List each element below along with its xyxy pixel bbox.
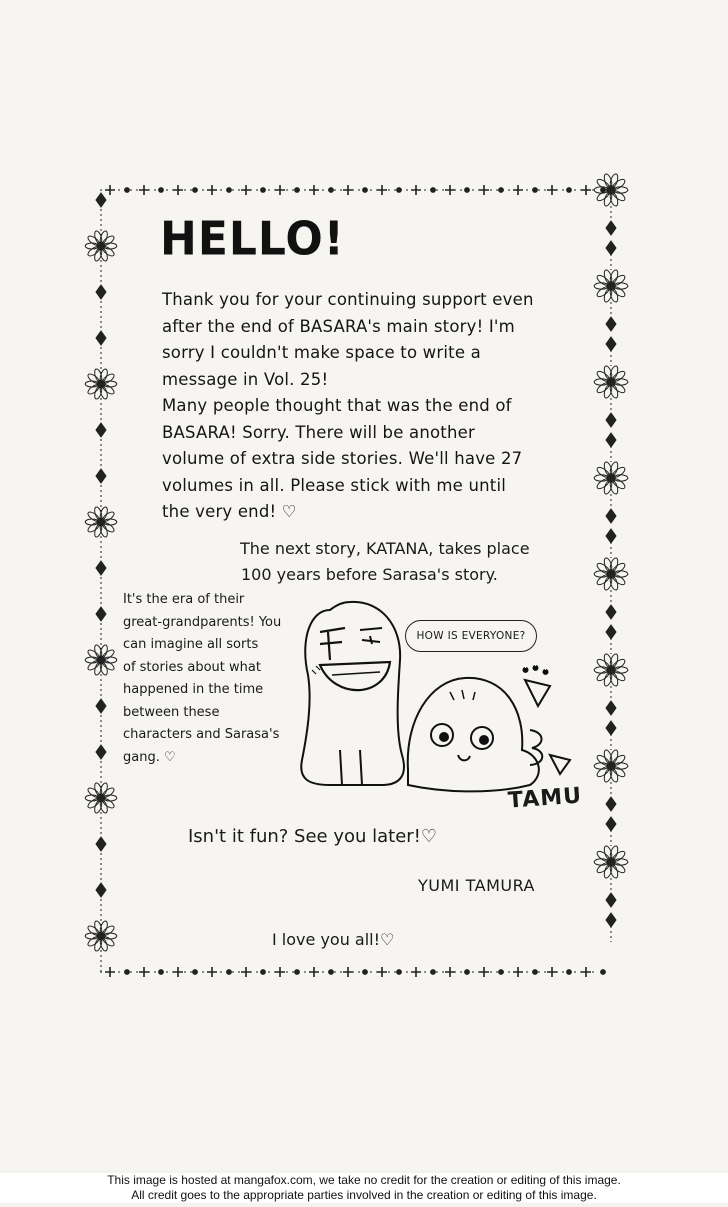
page-heading: HELLO! [160,212,345,267]
intro-line: message in Vol. 25! [162,369,329,389]
era-paragraph [123,589,281,769]
intro-line: Many people thought that was the end of [162,396,512,415]
footer-credit-line: This image is hosted at mangafox.com, we take no credit for the creation or editing of this image. [107,1173,621,1187]
era-line: gang. ♡ [123,749,176,765]
intro-paragraph [162,287,572,526]
footer-credit [0,1173,728,1203]
footer-credit-line: All credit goes to the appropriate parties involved in the creation or editing of this image. [131,1188,597,1202]
intro-line: volume of extra side stories. We'll have 27 [162,449,523,468]
era-line: between these [123,704,220,720]
speech-bubble: HOW IS EVERYONE? [405,620,537,652]
intro-line: the very end! ♡ [162,502,297,521]
era-line: characters and Sarasa's [123,727,280,742]
author-name: YUMI TAMURA [418,876,535,895]
blob-character-body [408,678,539,792]
era-line: happened in the time [123,682,264,697]
closing-line: Isn't it fun? See you later!♡ [188,826,438,847]
tall-character-body [301,602,404,785]
love-note: I love you all!♡ [272,930,395,949]
intro-line: BASARA! Sorry. There will be another [162,422,475,442]
intro-line: Thank you for your continuing support even [162,290,534,309]
era-line: great-grandparents! You [123,614,282,630]
drawing-signature: TAMU [507,783,583,814]
intro-line: volumes in all. Please stick with me until [162,475,507,495]
intro-line: after the end of BASARA's main story! I'm [162,316,515,336]
era-line: It's the era of their [123,592,245,607]
era-line: of stories about what [123,659,261,675]
era-line: can imagine all sorts [123,637,259,652]
next-story-line: The next story, KATANA, takes place [240,539,530,558]
author-doodle [290,580,590,820]
intro-line: sorry I couldn't make space to write a [162,343,481,362]
next-story-line: 100 years before Sarasa's story. [241,565,498,584]
